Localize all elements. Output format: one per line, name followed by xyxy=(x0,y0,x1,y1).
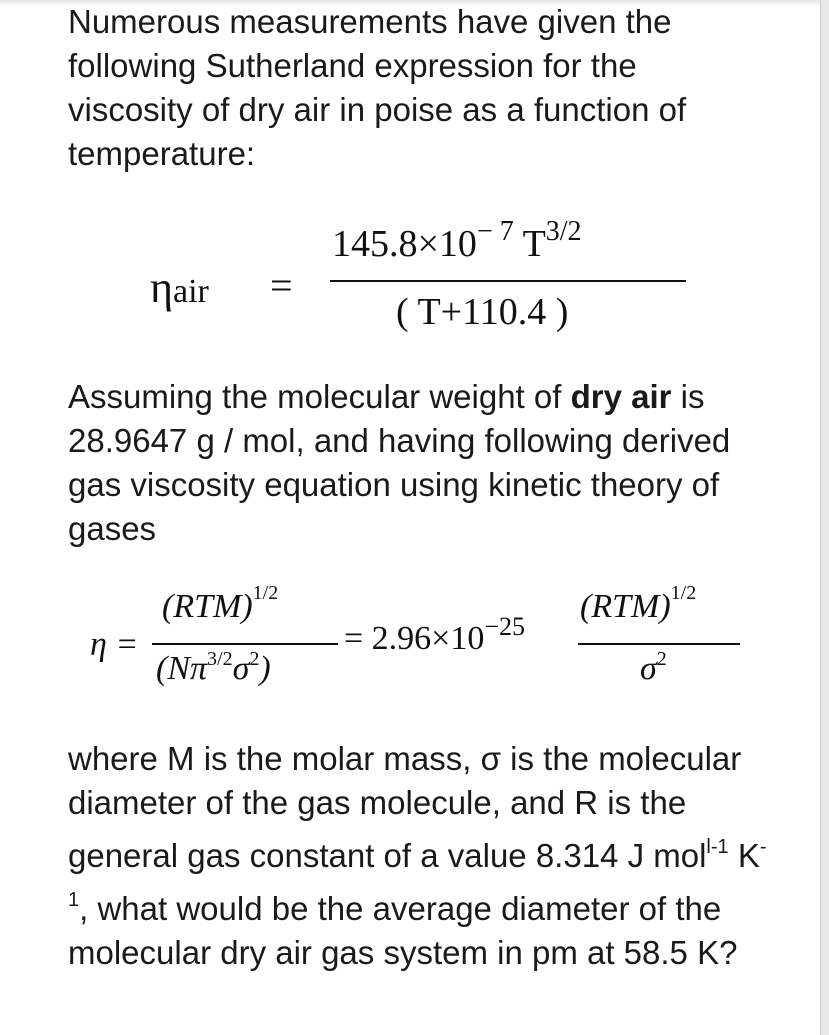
numerator-exp: − 7 xyxy=(476,216,514,247)
intro-paragraph: Numerous measurements have given the following Sutherland expression for the viscosity of dry air in poise as a function of temperature: xyxy=(68,3,687,172)
sigma: σ xyxy=(232,650,250,687)
eta-lhs: η = xyxy=(90,626,139,663)
eta-symbol: η xyxy=(150,263,174,312)
frac2-denominator xyxy=(640,650,667,688)
paren: ) xyxy=(259,650,271,687)
fraction-line xyxy=(330,280,686,282)
question-paragraph xyxy=(68,737,768,975)
exp: 2 xyxy=(249,648,260,670)
exp: −25 xyxy=(484,612,526,641)
text: is 28.9647 g / mol, and having following derived gas viscosity equation using kinetic theory of gases xyxy=(68,378,731,547)
text: Assuming the molecular weight of xyxy=(68,378,571,415)
equals-sign: = xyxy=(270,263,293,308)
text: K xyxy=(728,837,760,874)
exp: 1/2 xyxy=(670,582,697,604)
text: , what would be the average diameter of the molecular dry air gas system in pm at 58.5 K? xyxy=(68,890,738,971)
frac1-denominator xyxy=(156,650,271,688)
eta-air xyxy=(150,262,209,313)
denominator: ( T+110.4 ) xyxy=(396,291,569,333)
bold-text: dry air xyxy=(570,378,672,415)
numerator xyxy=(332,216,582,266)
exp: 3/2 xyxy=(207,648,233,670)
text: where M is the molar mass, σ is the molecular diameter of the gas molecule, and R is the general gas constant of a value 8.314 J mol xyxy=(68,740,742,874)
frac1-numerator xyxy=(162,582,279,626)
rtm: (RTM) xyxy=(162,588,253,625)
numerator-t-exp: 3/2 xyxy=(545,216,582,247)
sigma: σ xyxy=(640,650,657,687)
fraction-line-1 xyxy=(152,643,338,645)
n-pi: (Nπ xyxy=(156,650,208,687)
coef: = 2.96×10 xyxy=(344,620,485,657)
numerator-t: T xyxy=(522,223,546,265)
rtm: (RTM) xyxy=(580,588,671,625)
numerator-coef: 145.8×10 xyxy=(332,223,477,265)
superscript: l-1 xyxy=(706,836,729,858)
frac2-numerator xyxy=(580,582,697,626)
air-subscript: air xyxy=(173,273,209,310)
exp: 2 xyxy=(656,648,667,670)
superscript: -1 xyxy=(68,836,767,911)
middle-term xyxy=(344,612,526,658)
fraction-line-2 xyxy=(578,643,740,645)
exp: 1/2 xyxy=(252,582,279,604)
scrollbar[interactable] xyxy=(820,0,829,1035)
assumption-paragraph xyxy=(68,375,768,551)
